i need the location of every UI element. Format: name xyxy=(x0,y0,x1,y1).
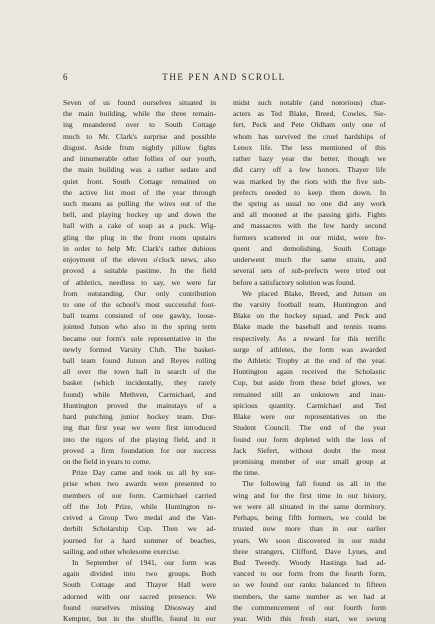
text-line: the spring as usual no one did any work xyxy=(233,198,386,208)
text-line: Seven of us found ourselves situated in xyxy=(63,98,216,107)
text-line: hard punching junior hockey team. Dur- xyxy=(63,412,216,422)
text-line: the time. xyxy=(233,468,260,478)
text-line: members of our form. Carmichael carried xyxy=(63,490,216,500)
text-line: Jack Siefert, without doubt the most xyxy=(233,445,386,455)
text-line: the Athletic Trophy at the end of the year. xyxy=(233,356,386,366)
text-line: year. With this fresh start, we swung xyxy=(233,614,386,624)
text-line: Prize Day came and took us all by sur- xyxy=(72,468,216,478)
text-line: vanced to our form from the fourth form, xyxy=(233,569,386,579)
text-line: three strangers, Clifford, Dave Lynes, and xyxy=(233,546,386,556)
text-line: newly formed Varsity Club. The basket- xyxy=(63,344,216,354)
text-line: Perhaps, being fifth formers, we could be xyxy=(233,513,386,523)
text-line: jointed Jutson who also in the spring term xyxy=(63,322,216,332)
text-line: found our form depleted with the loss of xyxy=(233,434,386,444)
text-line: sailing, and other wholesome exercise. xyxy=(63,546,180,556)
text-line: remained still an unknown and inau- xyxy=(233,389,386,399)
text-line: formers scattered in our midst, were fre- xyxy=(233,232,386,242)
text-line: and all mooned at the passing girls. Fights xyxy=(233,210,386,220)
text-line: bell, and playing hockey up and down the xyxy=(63,210,216,220)
text-line: the varsity football team, Huntington and xyxy=(233,299,386,309)
text-line: Huntington proved the mainstays of a xyxy=(63,400,216,410)
text-line: so we found our ranks balanced to fifteen xyxy=(233,580,386,590)
text-line: quiet front. South Cottage remained on xyxy=(63,176,216,186)
text-line: all over the town hall in search of the xyxy=(63,367,216,377)
text-line: prise when two awards were presented to xyxy=(63,479,216,489)
page-header xyxy=(63,72,385,86)
text-line: before a satisfactory solution was found. xyxy=(233,277,356,287)
text-line: whom has survived the cruel hardships of xyxy=(233,131,386,141)
text-line: to one of the school's most successful foot- xyxy=(63,299,216,309)
text-line: Student Council. The end of the year xyxy=(233,423,386,433)
text-line: enjoyment of the eleven o'clock news, also xyxy=(63,255,216,265)
text-line: Kempter, but in the shuffle, found in our xyxy=(63,614,216,624)
text-line: wing and for the first time in our history, xyxy=(233,490,386,500)
text-line: became our form's sole representative in the xyxy=(63,333,216,343)
text-line: Blake on the hockey squad, and Peck and xyxy=(233,311,386,321)
text-line: ing meandered over to South Cottage xyxy=(63,120,216,130)
text-line: members, the same number as we had at xyxy=(233,591,386,601)
right-text-column xyxy=(233,97,386,624)
text-line: ceived a Group Two medal and the Van- xyxy=(63,513,216,523)
text-line: We placed Blake, Breed, and Jutson on xyxy=(242,288,386,298)
text-line: again divided into two groups. Both xyxy=(63,569,216,579)
text-line: on the field in years to come. xyxy=(63,457,151,466)
text-line: disgust. Aside from nightly pillow fights xyxy=(63,142,216,152)
text-line: Cup, but aside from these brief glows, we xyxy=(233,378,386,388)
text-line: of athletics, needless to say, we were far xyxy=(63,277,216,287)
text-line: respectively. As a reward for this terrific xyxy=(233,333,386,343)
text-line: derbilt Scholarship Cup. Then we ad- xyxy=(63,524,216,534)
text-line: spicious quantity. Carmichael and Ted xyxy=(233,400,386,410)
text-line: the commencement of our fourth form xyxy=(233,602,386,612)
text-line: quent and demolishing. South Cottage xyxy=(233,243,386,253)
text-line: was marked by the riots with the five sub- xyxy=(233,176,386,186)
text-line: South Cottage and Thayer Hall were xyxy=(63,580,216,590)
text-line: trusted now more than in our earlier xyxy=(233,524,386,534)
text-line: we were all situated in the same dormitory. xyxy=(233,501,386,511)
text-line: ball team found Jutson and Reyes rolling xyxy=(63,356,216,366)
text-line: years. We soon discovered in our midst xyxy=(233,535,386,545)
text-line: fert, Peck and Pete Oldham only one of xyxy=(233,120,386,130)
text-line: Huntington again received the Scholastic xyxy=(233,367,386,377)
text-line: In September of 1941, our form was xyxy=(72,557,216,567)
text-line: off the Job Prize, while Huntington re- xyxy=(63,501,216,511)
text-line: ball teams consisted of one gawky, loose- xyxy=(63,311,216,321)
page-number: 6 xyxy=(63,72,68,82)
text-line: ing that first year we were first introduced xyxy=(63,423,216,433)
text-line: and innumerable other follies of our youth, xyxy=(63,154,216,164)
text-line: prefects needed to keep them down. In xyxy=(233,187,386,197)
text-line: much to Mr. Clark's surprise and possible xyxy=(63,131,216,141)
text-line: promising member of our small group at xyxy=(233,457,386,466)
text-line: did carry off a few honors. Thayer life xyxy=(233,165,386,175)
text-line: the main building was a rather sedate and xyxy=(63,165,216,175)
text-line: adorned with our sacred presence. We xyxy=(63,591,216,601)
text-line: midst such notable (and notorious) char- xyxy=(233,98,386,107)
text-line: proved a firm foundation for our success xyxy=(63,445,216,455)
text-line: Bud Tweedy. Woody Hastings had ad- xyxy=(233,557,386,567)
text-line: the active list most of the year through xyxy=(63,187,216,197)
text-line: the main building, while the three remain- xyxy=(63,109,216,119)
text-line: journed for a hard summer of beaches, xyxy=(63,535,216,545)
text-line: basket (which incidentally, they rarely xyxy=(63,378,216,388)
text-line: in order to help Mr. Clark's rather dubious xyxy=(63,243,216,253)
text-line: Lenox life. The less mentioned of this xyxy=(233,142,386,152)
text-line: several sets of sub-prefects were tried out xyxy=(233,266,386,276)
text-line: from outstanding. Our only contribution xyxy=(63,288,216,298)
text-line: acters as Ted Blake, Breed, Cowles, Sie- xyxy=(233,109,386,119)
text-line: and massacres with the few hardy second xyxy=(233,221,386,231)
text-line: rather hazy year the better, though we xyxy=(233,154,386,164)
text-line: surge of athletes, the form was awarded xyxy=(233,344,386,354)
text-line: hall with a cake of soap as a puck. Wig- xyxy=(63,221,216,231)
text-line: found ourselves missing Disosway and xyxy=(63,602,216,612)
text-line: underwent much the same strain, and xyxy=(233,255,386,265)
text-line: found) while Methven, Carmichael, and xyxy=(63,389,216,399)
text-line: gling the plug in the front room upstairs xyxy=(63,232,216,242)
text-line: The following fall found us all in the xyxy=(242,479,386,489)
text-line: proved a suitable pastime. In the field xyxy=(63,266,216,276)
running-title: THE PEN AND SCROLL xyxy=(162,72,286,82)
text-line: Blake made the baseball and tennis teams xyxy=(233,322,386,332)
left-text-column xyxy=(63,97,216,624)
text-line: Blake were our representatives on the xyxy=(233,412,386,422)
text-line: such means as pulling the wires out of the xyxy=(63,198,216,208)
text-line: into the rigors of the playing field, and it xyxy=(63,434,216,444)
